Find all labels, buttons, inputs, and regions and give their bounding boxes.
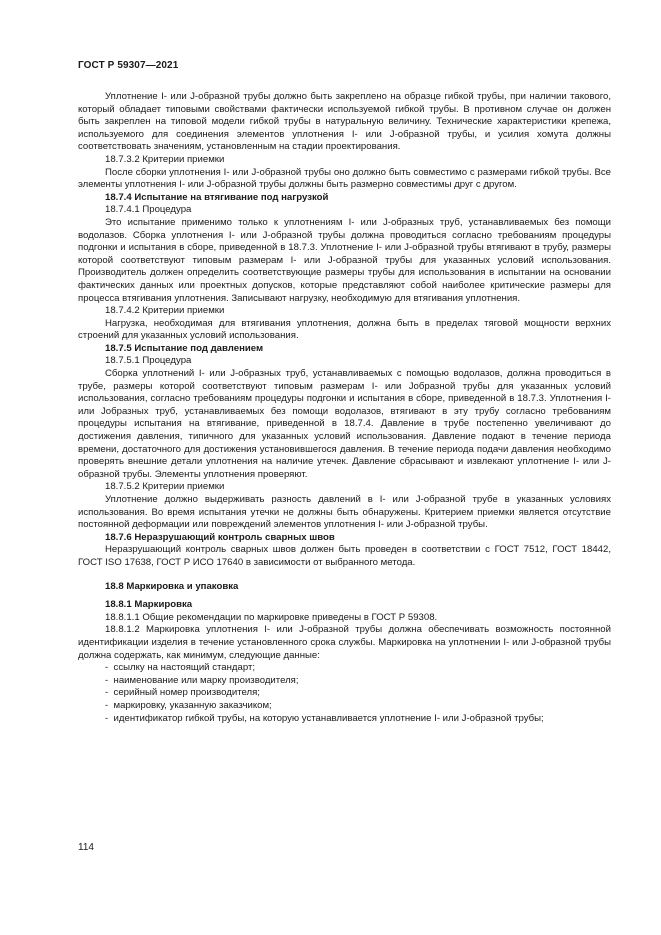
list-item: - серийный номер производителя; xyxy=(78,687,611,700)
subclause-heading: 18.7.5.1 Процедура xyxy=(105,355,192,367)
paragraph: Уплотнение должно выдерживать разность давлений в I- или J-образной трубе в указанных условиях использования. Во время испытания утечки не должны быть обнаружены. Критерием приемки является отсутствие постоянной деформации или повреждений элементов уплотнения I- или J-образной трубы. xyxy=(78,494,611,531)
paragraph: Нагрузка, необходимая для втягивания уплотнения, должна быть в пределах тяговой мощности верхних строений для указанных условий использования. xyxy=(78,317,611,342)
document-header: ГОСТ Р 59307—2021 xyxy=(78,60,179,71)
section-heading: 18.8 Маркировка и упаковка xyxy=(105,580,239,592)
paragraph: 18.8.1.2 Маркировка уплотнения I- или J-образной трубы должна обеспечивать возможность постоянной идентификации изделия в течение установленного срока службы. Маркировка на уплотнении I- или J-образной трубы должна содержать, как минимум, следующие данные: xyxy=(78,624,611,661)
list-item: - маркировку, указанную заказчиком; xyxy=(78,700,611,713)
paragraph: Сборка уплотнений I- или J-образных труб, устанавливаемых с помощью водолазов, должна проводиться в трубе, размеры которой соответствуют типовым размерам I- или Jобразной трубы для указанных условий использования, согласно требованиям процедуры подгонки и испытания в сборе, приведенной в 18.7.3. Уплотнения I- или Jобразных труб, устанавливаемых без помощи водолазов, втягивают в эту трубу согласно требованиям процедуры испытания на втягивание, приведенной в 18.7.4. Давление в трубе постепенно увеличивают до достижения давления, типичного для указанных условий использования. Давление подают в течение периода времени, достаточного для достижения установившегося давления. В течение периода подачи давления необходимо проверять внешние детали уплотнения на наличие утечек. Давление сбрасывают и извлекают уплотнение I- или J-образной трубы. Элементы уплотнения проверяют. xyxy=(78,368,611,480)
paragraph: Неразрушающий контроль сварных швов должен быть проведен в соответствии с ГОСТ 7512, ГОСТ 18442, ГОСТ ISO 17638, ГОСТ Р ИСО 17640 в зависимости от выбранного метода. xyxy=(78,544,611,568)
paragraph: После сборки уплотнения I- или J-образной трубы оно должно быть совместимо с размерами гибкой трубы. Все элементы уплотнения I- или J-образной трубы должны быть размерно совместимы друг с другом. xyxy=(78,166,611,191)
list-item: - идентификатор гибкой трубы, на которую устанавливается уплотнение I- или J-образной трубы; xyxy=(78,713,611,726)
marking-requirements-list xyxy=(78,662,611,725)
list-item: - наименование или марку производителя; xyxy=(78,675,611,688)
paragraph: Это испытание применимо только к уплотнениям I- или J-образных труб, устанавливаемых без помощи водолазов. Сборка уплотнения I- или J-образной трубы должна проводиться согласно требованиям процедуры подгонки и испытания в сборе, приведенной в 18.7.3. Уплотнение I- или J-образной трубы втягивают в трубу, размеры которой соответствуют типовым размерам I- или J-образной трубы для указанных условий использования. Производитель должен определить соответствующие размеры трубы для использования в испытании на основании фактических данных или проектных допусков, которые представляют собой наиболее критические размеры для процесса втягивания уплотнения. Записывают нагрузку, необходимую для втягивания уплотнения. xyxy=(78,216,611,304)
subclause-heading: 18.7.5.2 Критерии приемки xyxy=(105,481,225,493)
section-heading: 18.7.6 Неразрушающий контроль сварных швов xyxy=(105,531,335,543)
subclause-heading: 18.7.4.2 Критерии приемки xyxy=(105,305,225,317)
subclause-heading: 18.7.4.1 Процедура xyxy=(105,204,192,216)
section-heading: 18.7.4 Испытание на втягивание под нагрузкой xyxy=(105,191,329,203)
document-body xyxy=(78,91,611,725)
section-heading: 18.8.1 Маркировка xyxy=(105,599,193,611)
subclause-heading: 18.7.3.2 Критерии приемки xyxy=(105,153,225,165)
paragraph: 18.8.1.1 Общие рекомендации по маркировке приведены в ГОСТ Р 59308. xyxy=(105,611,438,623)
list-item: - ссылку на настоящий стандарт; xyxy=(78,662,611,675)
paragraph: Уплотнение I- или J-образной трубы должно быть закреплено на образце гибкой трубы, при наличии такового, который обладает типовыми свойствами фактически используемой гибкой трубы. В противном случае он должен быть закреплен на типовой модели гибкой трубы в натуральную величину. Технические характеристики крепежа, используемого для соединения элементов уплотнения I- или J-образной трубы, и усилия хомута должны соответствовать значениям, установленным на стадии проектирования. xyxy=(78,91,611,153)
section-heading: 18.7.5 Испытание под давлением xyxy=(105,342,264,354)
page-number: 114 xyxy=(78,842,94,853)
